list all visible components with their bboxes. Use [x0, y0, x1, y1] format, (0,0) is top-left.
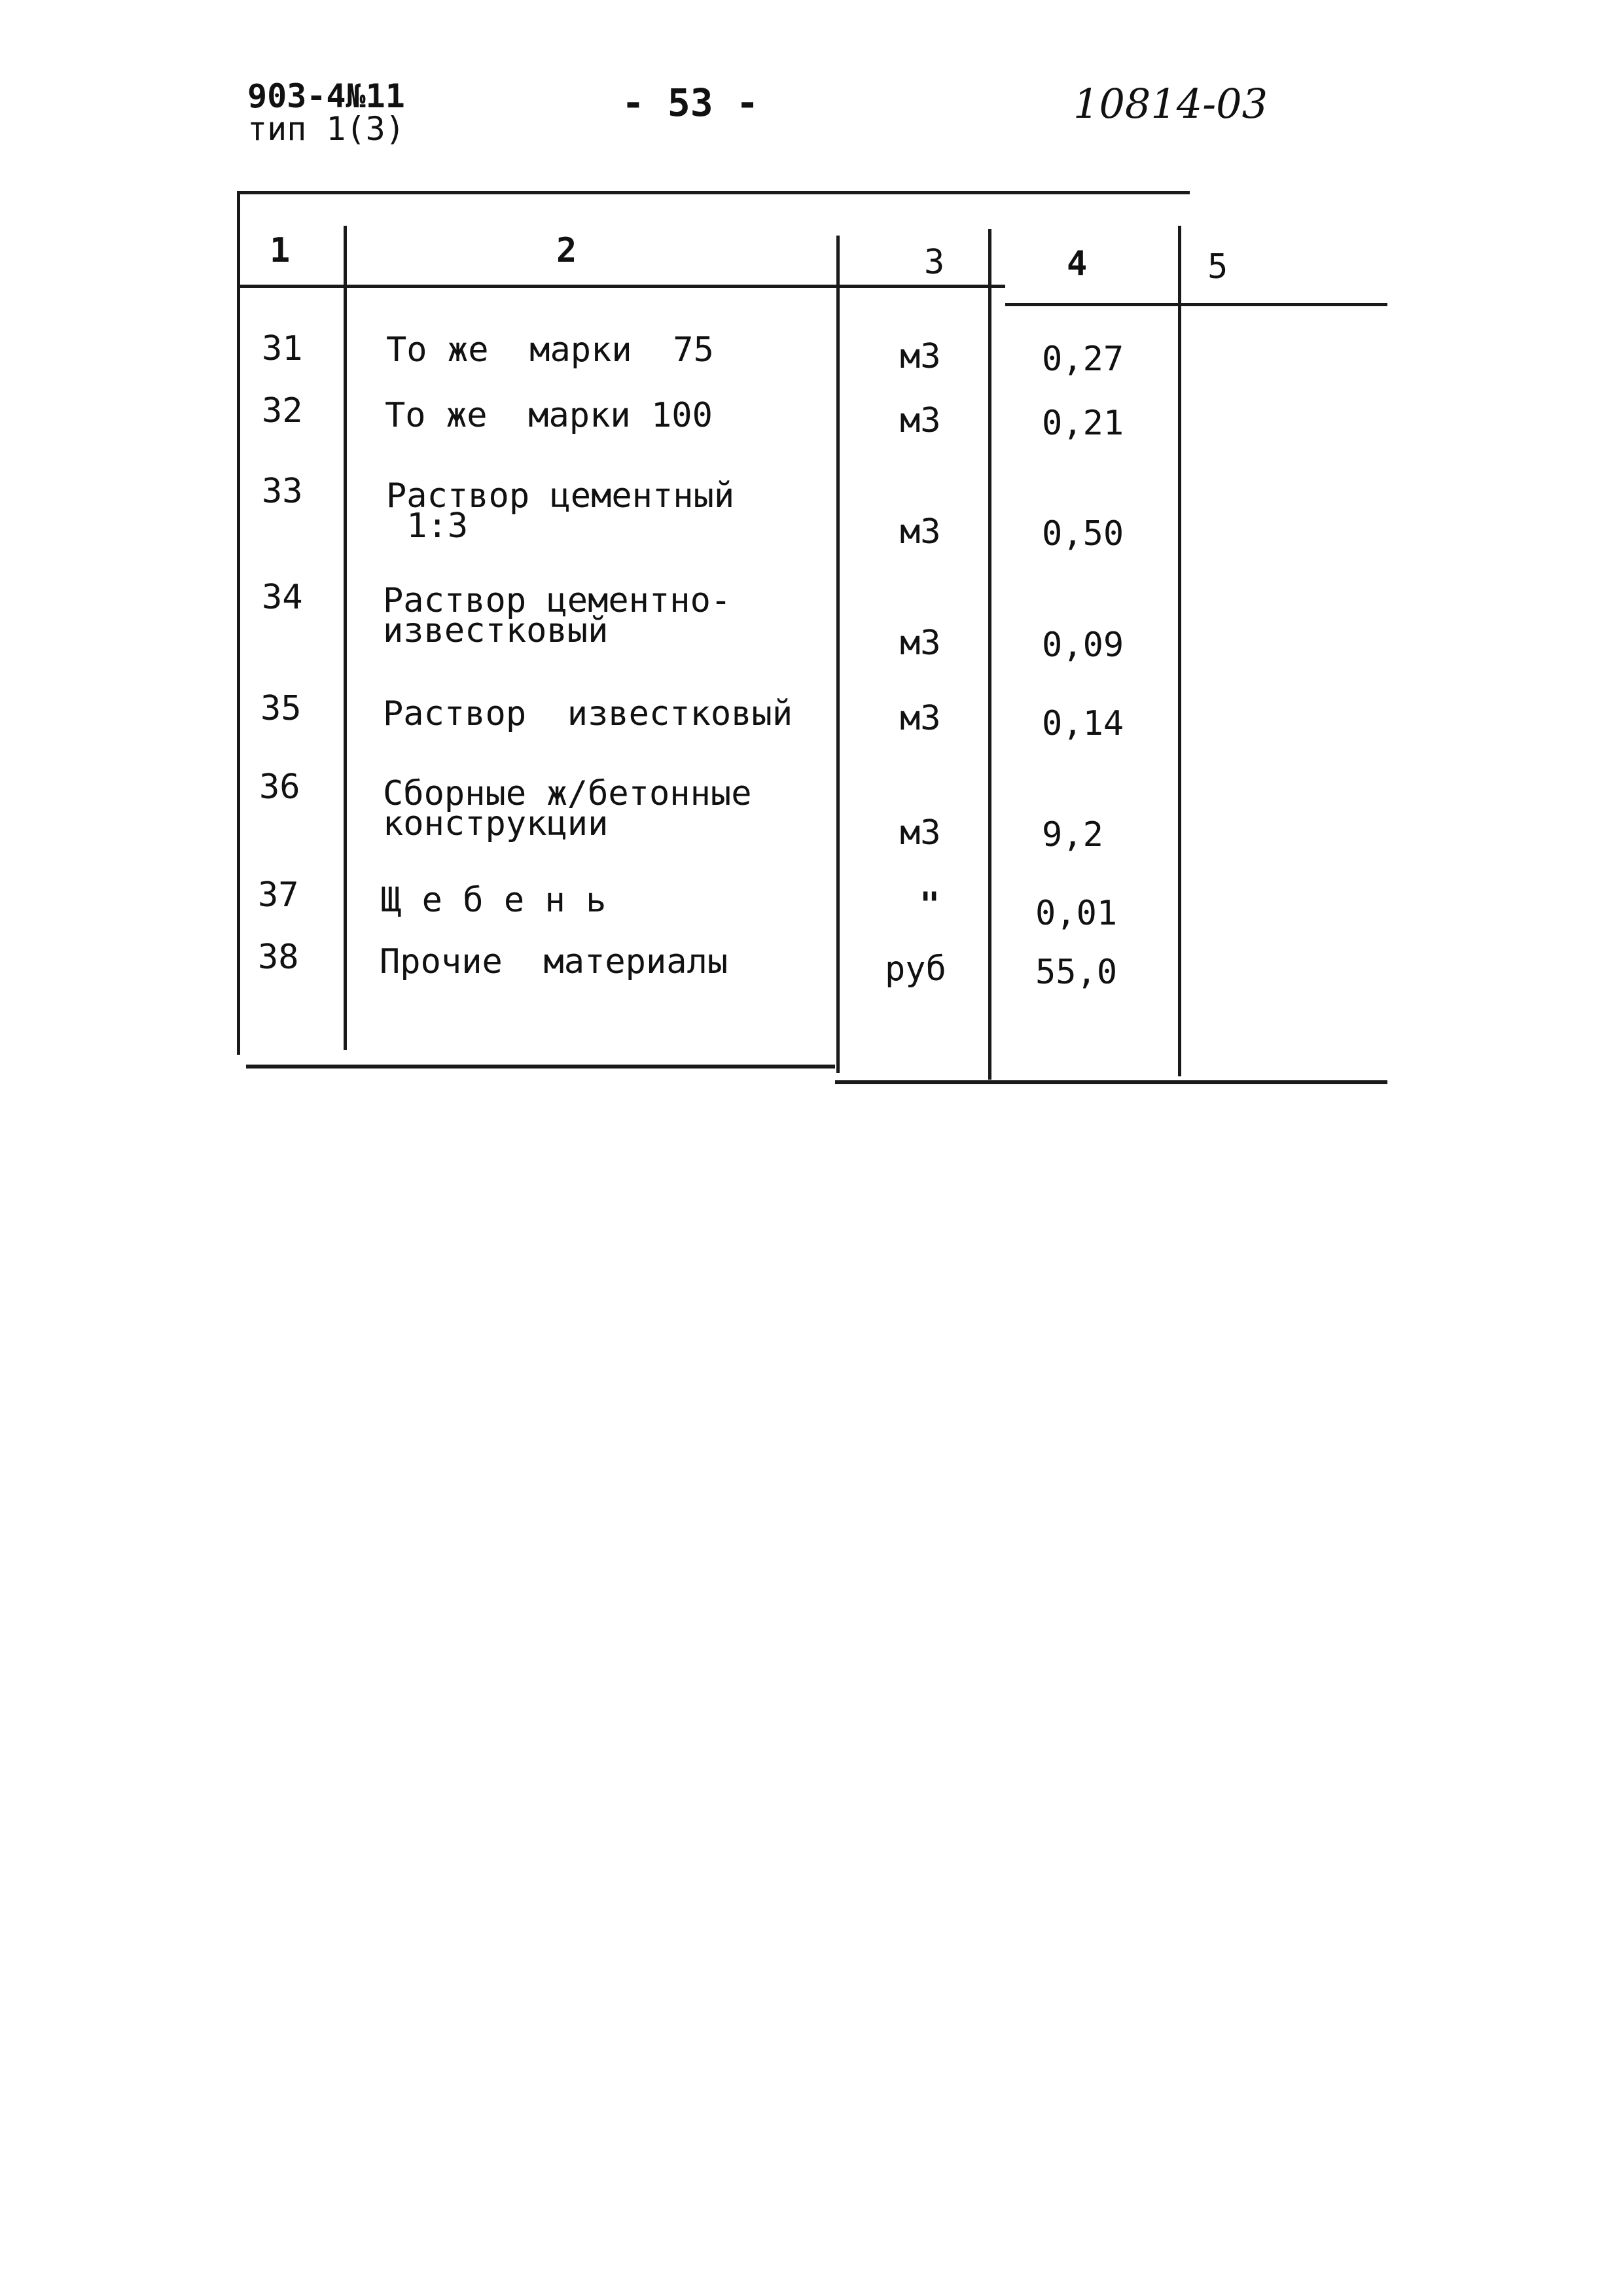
material-name: Раствор цементно- известковый: [383, 581, 732, 650]
quantity: 55,0: [1035, 953, 1118, 992]
material-name: Щ е б е н ь: [381, 881, 607, 920]
unit: м3: [900, 624, 941, 663]
table-top-border: [240, 191, 1190, 194]
row-number: 38: [258, 938, 299, 977]
material-name: Раствор цементный 1:3: [386, 476, 735, 546]
archive-number: 10814-03: [1073, 80, 1268, 128]
material-name: Прочие материалы: [380, 942, 728, 981]
header-divider-right: [1005, 303, 1387, 306]
unit: м3: [900, 699, 941, 738]
quantity: 0,21: [1042, 404, 1124, 443]
column-border-2-3: [836, 236, 840, 1073]
unit: м3: [900, 337, 941, 376]
column-header-3: 3: [924, 243, 945, 282]
quantity: 0,01: [1035, 894, 1118, 933]
quantity: 0,09: [1042, 626, 1124, 665]
quantity: 0,27: [1042, 340, 1124, 379]
document-code: 903-4№11: [247, 77, 405, 115]
material-name: То же марки 75: [386, 330, 714, 370]
table-bottom-border-left: [246, 1065, 835, 1069]
column-header-5: 5: [1207, 247, 1228, 287]
unit: м3: [900, 813, 941, 853]
unit: ": [919, 885, 940, 925]
column-border-3-4: [988, 229, 991, 1080]
row-number: 37: [258, 875, 299, 915]
unit: м3: [900, 401, 941, 440]
quantity: 0,50: [1042, 514, 1124, 554]
column-border-left: [237, 191, 240, 1055]
unit: руб: [885, 949, 946, 989]
column-header-2: 2: [556, 231, 577, 270]
column-border-1-2: [344, 226, 347, 1050]
material-name: То же марки 100: [385, 396, 713, 435]
row-number: 33: [262, 472, 303, 511]
row-number: 32: [262, 391, 303, 431]
table-bottom-border-right: [835, 1080, 1387, 1084]
column-border-4-5: [1178, 226, 1181, 1076]
row-number: 31: [262, 329, 303, 368]
header-divider-left: [240, 285, 1005, 288]
quantity: 0,14: [1042, 704, 1124, 743]
row-number: 35: [260, 689, 302, 728]
document-type: тип 1(3): [247, 110, 405, 148]
material-name: Раствор известковый: [383, 694, 793, 733]
quantity: 9,2: [1042, 815, 1103, 855]
unit: м3: [900, 512, 941, 552]
page-number: - 53 -: [622, 80, 759, 125]
column-header-1: 1: [270, 231, 291, 270]
row-number: 36: [259, 768, 300, 807]
column-header-4: 4: [1067, 244, 1088, 283]
material-name: Сборные ж/бетонные конструкции: [383, 774, 752, 843]
row-number: 34: [262, 578, 303, 617]
